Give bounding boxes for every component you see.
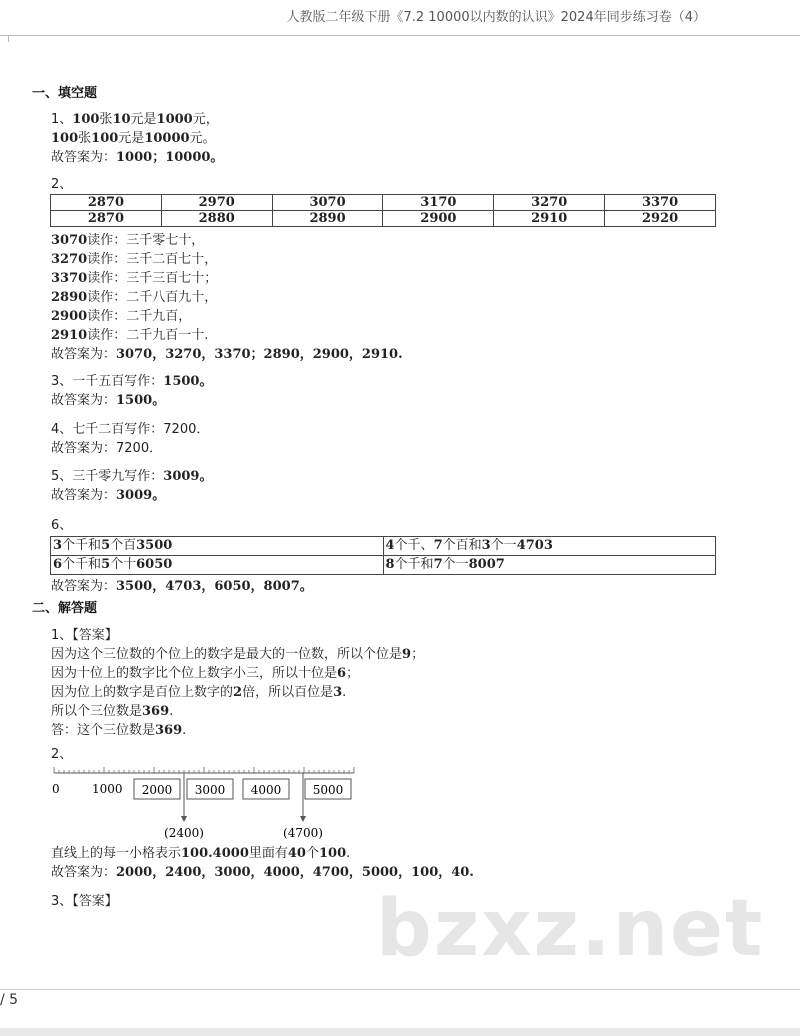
q6-answer bbox=[51, 577, 313, 596]
label-zero: 0 bbox=[52, 782, 60, 796]
q1-val: 100 bbox=[91, 131, 119, 146]
q1-val: 100 bbox=[51, 131, 79, 146]
q1-val: 10000 bbox=[144, 131, 190, 146]
table-row bbox=[51, 537, 716, 556]
cell-digit: 5 bbox=[101, 557, 111, 572]
q4-label: 4、 bbox=[51, 422, 73, 437]
section-heading-solve: 二、解答题 bbox=[32, 601, 98, 616]
question-5 bbox=[51, 467, 212, 505]
s1-line bbox=[51, 702, 424, 721]
cell-digit: 4 bbox=[385, 538, 395, 553]
question-3 bbox=[51, 372, 212, 410]
q1-text: 张 bbox=[78, 131, 92, 146]
answer-value: 2000，2400，3000，4000，4700，5000，100，40. bbox=[116, 865, 474, 880]
answer-value: 1000；10000。 bbox=[116, 150, 224, 165]
question-1 bbox=[51, 110, 223, 167]
cell-result: 8007 bbox=[468, 557, 505, 572]
bottom-strip bbox=[0, 1028, 800, 1036]
s2-value: 100.4000 bbox=[181, 846, 249, 861]
s1-value: 6 bbox=[337, 666, 347, 681]
page-number: / 5 bbox=[0, 992, 19, 1008]
table-cell bbox=[383, 537, 716, 556]
q4-text: 七千二百写作：7200． bbox=[72, 422, 210, 437]
s2-value: 40 bbox=[287, 846, 306, 861]
s2-text: 里面有 bbox=[248, 846, 288, 861]
q1-label: 1、 bbox=[51, 112, 73, 127]
q3-line bbox=[51, 372, 212, 391]
table-cell bbox=[51, 556, 384, 575]
s2-text: . bbox=[346, 846, 351, 861]
reading-text: 读作：三千三百七十； bbox=[87, 271, 218, 286]
table-cell: 2900 bbox=[383, 211, 494, 227]
label-thousand: 1000 bbox=[92, 782, 123, 796]
q1-val: 100 bbox=[72, 112, 100, 127]
cell-digit: 7 bbox=[433, 538, 443, 553]
table-cell: 2910 bbox=[494, 211, 605, 227]
cell-text: 个十 bbox=[110, 557, 137, 572]
table-cell: 2870 bbox=[51, 211, 162, 227]
q1-line-2 bbox=[51, 129, 223, 148]
answer-prefix: 故答案为： bbox=[51, 865, 117, 880]
q5-label: 5、 bbox=[51, 469, 73, 484]
s1-text: . bbox=[342, 685, 347, 700]
q1-text: 元。 bbox=[189, 131, 216, 146]
s1-label: 1、【答案】 bbox=[51, 628, 118, 643]
pointer-arrow bbox=[300, 816, 306, 822]
answer-box-value: 3000 bbox=[194, 783, 226, 797]
cell-text: 个千和 bbox=[394, 557, 434, 572]
answer-value: 3009。 bbox=[116, 488, 166, 503]
q3-answer bbox=[51, 391, 212, 410]
reading-line bbox=[51, 250, 403, 269]
reading-text: 读作：二千八百九十， bbox=[87, 290, 218, 305]
q5-value: 3009。 bbox=[163, 469, 213, 484]
q6-answer-line bbox=[51, 577, 313, 596]
reading-text: 读作：二千九百一十. bbox=[87, 328, 209, 343]
s1-text: 答：这个三位数是 bbox=[51, 723, 156, 738]
answer-value: 3070，3270，3370；2890，2900，2910. bbox=[116, 347, 403, 362]
reading-number: 3070 bbox=[51, 233, 88, 248]
solve-1 bbox=[51, 626, 424, 740]
table-cell: 3270 bbox=[494, 195, 605, 211]
table-row bbox=[51, 211, 716, 227]
table-cell: 2880 bbox=[161, 211, 272, 227]
pointer-arrow bbox=[181, 816, 187, 822]
s2-answer bbox=[51, 863, 474, 882]
s1-line bbox=[51, 664, 424, 683]
answer-box-value: 4000 bbox=[250, 783, 282, 797]
number-line-ticks bbox=[54, 767, 354, 773]
cell-text: 个一 bbox=[442, 557, 469, 572]
reading-text: 读作：三千零七十， bbox=[87, 233, 205, 248]
q1-answer bbox=[51, 148, 223, 167]
answer-value: 3500，4703，6050，8007。 bbox=[116, 579, 313, 594]
reading-number: 2910 bbox=[51, 328, 88, 343]
q5-line bbox=[51, 467, 212, 486]
header-divider bbox=[0, 35, 800, 36]
s2-line bbox=[51, 844, 474, 863]
running-header: 人教版二年级下册《7.2 10000以内数的认识》2024年同步练习卷（4） bbox=[286, 10, 706, 25]
table-cell: 2890 bbox=[272, 211, 383, 227]
cell-result: 6050 bbox=[136, 557, 173, 572]
pointer-label: (2400) bbox=[164, 826, 204, 840]
answer-prefix: 故答案为： bbox=[51, 150, 117, 165]
cell-text: 个千和 bbox=[62, 557, 102, 572]
q6-composition-table bbox=[50, 536, 716, 575]
table-cell: 3370 bbox=[605, 195, 716, 211]
reading-line bbox=[51, 288, 403, 307]
s2-label: 2、 bbox=[51, 747, 73, 762]
pointer-label: (4700) bbox=[283, 826, 323, 840]
reading-line bbox=[51, 326, 403, 345]
q6-label: 6、 bbox=[51, 518, 73, 533]
cell-digit: 5 bbox=[101, 538, 111, 553]
s1-text: ； bbox=[346, 666, 360, 681]
answer-box-value: 5000 bbox=[312, 783, 344, 797]
s1-line bbox=[51, 645, 424, 664]
cell-digit: 3 bbox=[481, 538, 491, 553]
q1-text: 元， bbox=[192, 112, 219, 127]
q3-text: 一千五百写作： bbox=[72, 374, 164, 389]
table-cell: 2870 bbox=[51, 195, 162, 211]
q1-text: 元是 bbox=[130, 112, 157, 127]
q5-answer bbox=[51, 486, 212, 505]
s1-value: 369 bbox=[155, 723, 183, 738]
section-heading-fill: 一、填空题 bbox=[32, 86, 98, 101]
reading-line bbox=[51, 269, 403, 288]
q2-answer bbox=[51, 345, 403, 364]
s1-text: 因为十位上的数字比个位上数字小三，所以十位是 bbox=[51, 666, 338, 681]
table-cell bbox=[51, 537, 384, 556]
s1-text: 倍，所以百位是 bbox=[242, 685, 334, 700]
s1-text: . bbox=[182, 723, 187, 738]
s1-line bbox=[51, 683, 424, 702]
cell-text: 个一 bbox=[490, 538, 517, 553]
cell-text: 个千和 bbox=[62, 538, 102, 553]
answer-prefix: 故答案为： bbox=[51, 347, 117, 362]
table-cell: 2920 bbox=[605, 211, 716, 227]
q3-value: 1500。 bbox=[163, 374, 213, 389]
s1-value: 369 bbox=[142, 704, 170, 719]
answer-box-value: 2000 bbox=[141, 783, 173, 797]
q2-number-table bbox=[50, 194, 716, 227]
reading-text: 读作：三千二百七十， bbox=[87, 252, 218, 267]
s1-text: 所以个三位数是 bbox=[51, 704, 143, 719]
cell-digit: 6 bbox=[53, 557, 63, 572]
s2-text: 直线上的每一小格表示 bbox=[51, 846, 182, 861]
cell-digit: 8 bbox=[385, 557, 395, 572]
cell-text: 个百 bbox=[110, 538, 137, 553]
q4-answer: 故答案为：7200． bbox=[51, 441, 163, 456]
reading-number: 2900 bbox=[51, 309, 88, 324]
reading-line bbox=[51, 231, 403, 250]
solve-2-text bbox=[51, 844, 474, 882]
reading-number: 3370 bbox=[51, 271, 88, 286]
q2-label: 2、 bbox=[51, 177, 73, 192]
table-row bbox=[51, 556, 716, 575]
reading-number: 2890 bbox=[51, 290, 88, 305]
s1-text: 因为这个三位数的个位上的数字是最大的一位数，所以个位是 bbox=[51, 647, 403, 662]
cell-result: 4703 bbox=[516, 538, 553, 553]
cell-digit: 7 bbox=[433, 557, 443, 572]
cell-digit: 3 bbox=[53, 538, 63, 553]
q1-line-1 bbox=[51, 110, 223, 129]
s1-line bbox=[51, 721, 424, 740]
reading-line bbox=[51, 307, 403, 326]
table-cell: 3170 bbox=[383, 195, 494, 211]
s2-text: 个 bbox=[305, 846, 319, 861]
s1-text: . bbox=[169, 704, 174, 719]
q1-text: 元是 bbox=[118, 131, 145, 146]
watermark: bzxz.net bbox=[376, 884, 765, 974]
cell-text: 个千、 bbox=[394, 538, 434, 553]
cell-result: 3500 bbox=[136, 538, 173, 553]
answer-prefix: 故答案为： bbox=[51, 579, 117, 594]
s2-value: 100 bbox=[318, 846, 347, 861]
q1-text: 张 bbox=[99, 112, 113, 127]
s1-value: 9 bbox=[402, 647, 412, 662]
cell-text: 个百和 bbox=[442, 538, 482, 553]
q1-val: 1000 bbox=[156, 112, 193, 127]
s3-label: 3、【答案】 bbox=[51, 894, 118, 909]
q4-line bbox=[51, 420, 209, 439]
header-divider-tick bbox=[0, 35, 9, 42]
table-cell bbox=[383, 556, 716, 575]
table-row bbox=[51, 195, 716, 211]
q5-text: 三千零九写作： bbox=[72, 469, 164, 484]
table-cell: 3070 bbox=[272, 195, 383, 211]
answer-prefix: 故答案为： bbox=[51, 393, 117, 408]
q2-readings bbox=[51, 231, 403, 364]
s1-value: 2 bbox=[233, 685, 243, 700]
s1-value: 3 bbox=[333, 685, 343, 700]
q3-label: 3、 bbox=[51, 374, 73, 389]
s1-text: 因为位上的数字是百位上数字的 bbox=[51, 685, 234, 700]
q1-val: 10 bbox=[112, 112, 131, 127]
table-cell: 2970 bbox=[161, 195, 272, 211]
answer-value: 1500。 bbox=[116, 393, 166, 408]
reading-text: 读作：二千九百， bbox=[87, 309, 192, 324]
footer-divider bbox=[0, 989, 800, 990]
number-line-diagram bbox=[50, 764, 370, 846]
s1-text: ； bbox=[411, 647, 425, 662]
question-4 bbox=[51, 420, 209, 458]
answer-prefix: 故答案为： bbox=[51, 488, 117, 503]
reading-number: 3270 bbox=[51, 252, 88, 267]
